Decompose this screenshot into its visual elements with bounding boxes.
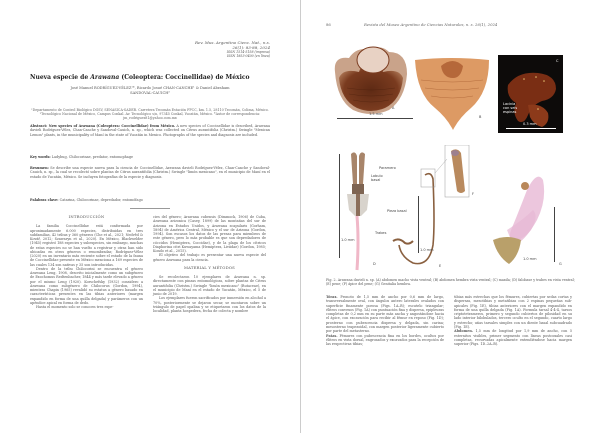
scale-bar-g [554, 207, 555, 262]
scale-label-c: 0.3 mm [523, 122, 537, 126]
scale-label-d: 1.0 mm [341, 238, 355, 242]
abstract: Abstract: New species of Arawana (Coleoptera: Coccinellidae) from México. A new species of Coccinellidae is described, Arawana davieli Rodríguez-Vélez, Chan-Canche y Sandoval-Cauich, n. sp., which was collected on Citrus aurantifolia (Christm.) Swingle "Mexican Lemon" plants, in the municipality of Maní in the state of Yucatán in Mexico. Photographs of the species and diagnosis are included. [30, 124, 270, 137]
intro-paragraph: Dentro de la tribu Chilocorini se encuentra el género Arawana Leng, 1908, descrito inicialmente como un subgénero de Exochomus Redtenbacher, 1844 y más tarde elevado a género por el mismo Leng (1920). Korschefsky (1932) considero a Arawana como subgénero de Chilocorus (Gordon, 1994), mientras Chapin (1965) revalidó su estatus a género basado en características presentes en las tibias anteriores (margen expandido en forma de una quilla delgada) y parámeros con un apéndice apical en forma de dedo. [30, 266, 143, 305]
figure-g-female-genitalia [487, 160, 562, 268]
article-title: Nueva especie de Arawana (Coleoptera: Coccinellidae) de México [30, 74, 250, 81]
page-number: 86 [326, 22, 331, 27]
running-title: Revista del Museo Argentino de Ciencias Naturales, n. s. 26(1), 2024 [364, 22, 498, 27]
figure-caption: Fig. 2. Arawana davieli n. sp. (A) abdomen macho vista ventral; (B) abdomen hembra vista ventral; (C) maxila; (D) falobase y trabes en vista ventral; (E) pene; (F) ápice del pene; (G) Genitalia hembra. [326, 278, 575, 287]
right-page [300, 0, 600, 433]
right-page-column-2 [454, 295, 572, 347]
figure-d-phallobase [343, 150, 373, 274]
palabras-clave: Palabras clave: Catarina, Chilocorinae, depredador, entomófago [30, 198, 143, 202]
scale-label-g: 1.0 mm [523, 257, 537, 261]
figure-a-male-abdomen [329, 44, 413, 116]
scale-label-e: 1.0 mm [420, 248, 434, 252]
figure-label-f: F [472, 192, 475, 196]
figure-label-e: E [439, 264, 442, 268]
right-column [153, 215, 266, 313]
patas-paragraph: Patas. Fémures con pubescencia fina en los bordes, ocultos por élitros en vista dorsal, engrosados y excavados para la recepción de las respectivas tibias; [326, 333, 444, 347]
figure-label-d: D [373, 262, 376, 266]
scale-bar-c [506, 128, 556, 129]
issn-print: ISSN 1514-5158 (impresa) [226, 50, 270, 54]
intro-heading: INTRODUCCIÓN [68, 214, 105, 219]
right-page-column-1 [326, 295, 444, 347]
issn-online: ISSN 1853-0400 (en línea) [226, 54, 270, 58]
figure-label-c: C [556, 59, 559, 63]
lacinia-label: Lacinia con seis espinas [503, 102, 518, 114]
authors: José Manuel RODRÍGUEZ-VÉLEZ¹*, Ricardo Josué CHAN-CANCHE¹ & Daniel Abraham SANDOVAL-CAUICH² [70, 86, 230, 95]
scale-bar-d [339, 154, 340, 258]
section-separator [130, 208, 170, 209]
methods-paragraph: Se recolectaron 10 ejemplares de Arawana n. sp. directamente con pinzas entomológicas, sobre plantas de Citrus aurantifolia (Christm.) Swingle "limón mexicano" (Rutaceae), en el municipio de Maní en el estado de Yucatán, México, el 5 de junio de 2019. [153, 275, 266, 296]
abdomen-paragraph: Abdomen. 1,5 mm de longitud por 1,9 mm de ancho, con 5 esternitos visibles, primer segmento con líneas postcoxales casi completas, recurvadas apicalmente extendiéndose hacia margen superior (Figs. 1D–2A–B). [454, 329, 572, 347]
pieza-basal-label: Pieza basal [387, 209, 407, 213]
figure-label-a: A [392, 106, 395, 110]
figure-b-female-abdomen [413, 56, 491, 132]
intro-paragraph: cies del género; Arawana cubensis (Dimmock, 1906) de Cuba, Arawana arizonica (Casey, 1899) de las montañas del sur de Arizona en Estados Unidos, y Arawana scapularis (Gorham, 1894) de América Central, México y el sur de Arizona (Gordon, 1994). Son escasos los datos de las presas para miembros de este género, pero lo más probable es que son depredadores de cóccidos (Hemiptera, Coccidae), y de la plaga de los cítricos Diaphorina citri Kuwayama (Hemiptera, Liviidae) (Gordon, 1985; Kondo et al., 2015). [153, 215, 266, 253]
tibias-paragraph: tibias más estrechas que los fémures, cubiertas por sedas cortas y dispersas, mesotibias y metatibias con 2 espinas pequeñas sub-apicales (Fig. 1E), tibias anteriores con el margen expandido en forma de una quilla delgada (Fig. 1A). Formula tarsal 4-4-4, tarsos criptotetrameros, primero y segundo cubiertos de pilosidad en su lado interior bilobulados, tercero oculto en el segundo, cuarto largo y estrecho; uñas tarsales simples con un diente basal subcuadrado (Fig. 1E). [454, 295, 572, 330]
trabes-label: Trabes [375, 231, 387, 235]
methods-heading: MATERIAL Y MÉTODOS [184, 264, 235, 270]
resumen: Resumen: Se describe una especie nueva para la ciencia de Coccinellidae, Arawana davieli Rodríguez-Vélez, Chan-Canche y Sandoval-Cauich, n. sp., la cual se recolectó sobre plantas de Citrus aurantifolia (Christm.) Swingle "limón mexicano", en el municipio de Maní en el estado de Yucatán, México. Se incluyen fotografías de la especie y diagnosis. [30, 166, 270, 179]
torax-paragraph: Tórax. Pronoto de 1,5 mm de ancho por 0,6 mm de largo, transversalmente oval, con ángulos antero laterales ovalados con superficie finamente porosa (Figs. 1A–B); escutelo triangular; élitros convexos (Fig. 1A) con puntuación fina y dispersa, epipleuras completas de 0,2 mm en su parte más ancha y angostándose hacia el ápice, con excavación para recibir al fémur en reposo (Fig. 1D); prosterno con pubescencia dispersa y delgada, sin carina; mesosterno trapezoidal, con margen posterior ligeramente cubierto por parte del metasterno. [326, 295, 444, 334]
keywords: Key words: Ladybug, Chilocorinae, predator, entomophage [30, 155, 134, 159]
affiliations: ¹Departamento de Control Biológico DGSV, SENASICA-SADER. Carretera Tecomán Estación FFCC, km. 1.5, 28110 Tecomán, Colima, México. ²Tecnológico Nacional de México, Campus Conkal. Av. Tecnológico s/n, 97345 Conkal, Yucatán, México. *Autor de correspondencia: jm_rodriguez81@yahoo.com.mx [31, 108, 269, 121]
scale-bar-a [337, 118, 413, 119]
figure-label-b: B [479, 115, 482, 119]
figure-e-penis [391, 145, 471, 273]
scale-label-a: 1.5 mm [369, 112, 383, 116]
journal-citation [195, 40, 270, 58]
left-column [30, 211, 143, 309]
journal-volume: 26(1): 83-88, 2024 [232, 45, 270, 50]
intro-paragraph: La familia Coccinellidae está conformada por aproximadamente 6.000 especies, distribuidas en tres subfamilias, 42 tribus y 360 géneros (Che et al., 2021; Nedvěd & Kovář, 2012; Szawaryn et al., 2020). En México, Blackwelder (1945) registró 188 especies y subespecies, sin embargo, muchas de estas especies no se han vuelto a registrar y otras han sido ubicadas en otros géneros o renombradas; Rodríguez-Vélez (2020) en un inventario más reciente sobre el estado de la fauna de Coccinellidae presente en México menciona a 169 especies de las cuales 134 son nativas y 35 son introducidas. [30, 224, 143, 267]
lobulo-basal-label: Lobulo basal [371, 174, 383, 182]
paramero-label: Paramero [379, 166, 396, 170]
methods-paragraph: Los ejemplares fueron sacrificados por inmersión en alcohol a 70%, posteriormente se dejaron secar, se montaron sobre un triángulo de papel opalina y se etiquetaron con los datos de la localidad, planta hospedera, fecha de colecta y nombre [153, 296, 266, 313]
intro-paragraph: El objetivo del trabajo es presentar una nueva especie del género Arawana para la ciencia. [153, 253, 266, 262]
figure-label-g: G [559, 262, 562, 266]
journal-name: Rev. Mus. Argentino Cienc. Nat., n.s. [195, 40, 270, 45]
scale-bar-e [418, 196, 419, 253]
intro-paragraph: Hasta el momento solo se conocen tres espe- [36, 305, 114, 309]
